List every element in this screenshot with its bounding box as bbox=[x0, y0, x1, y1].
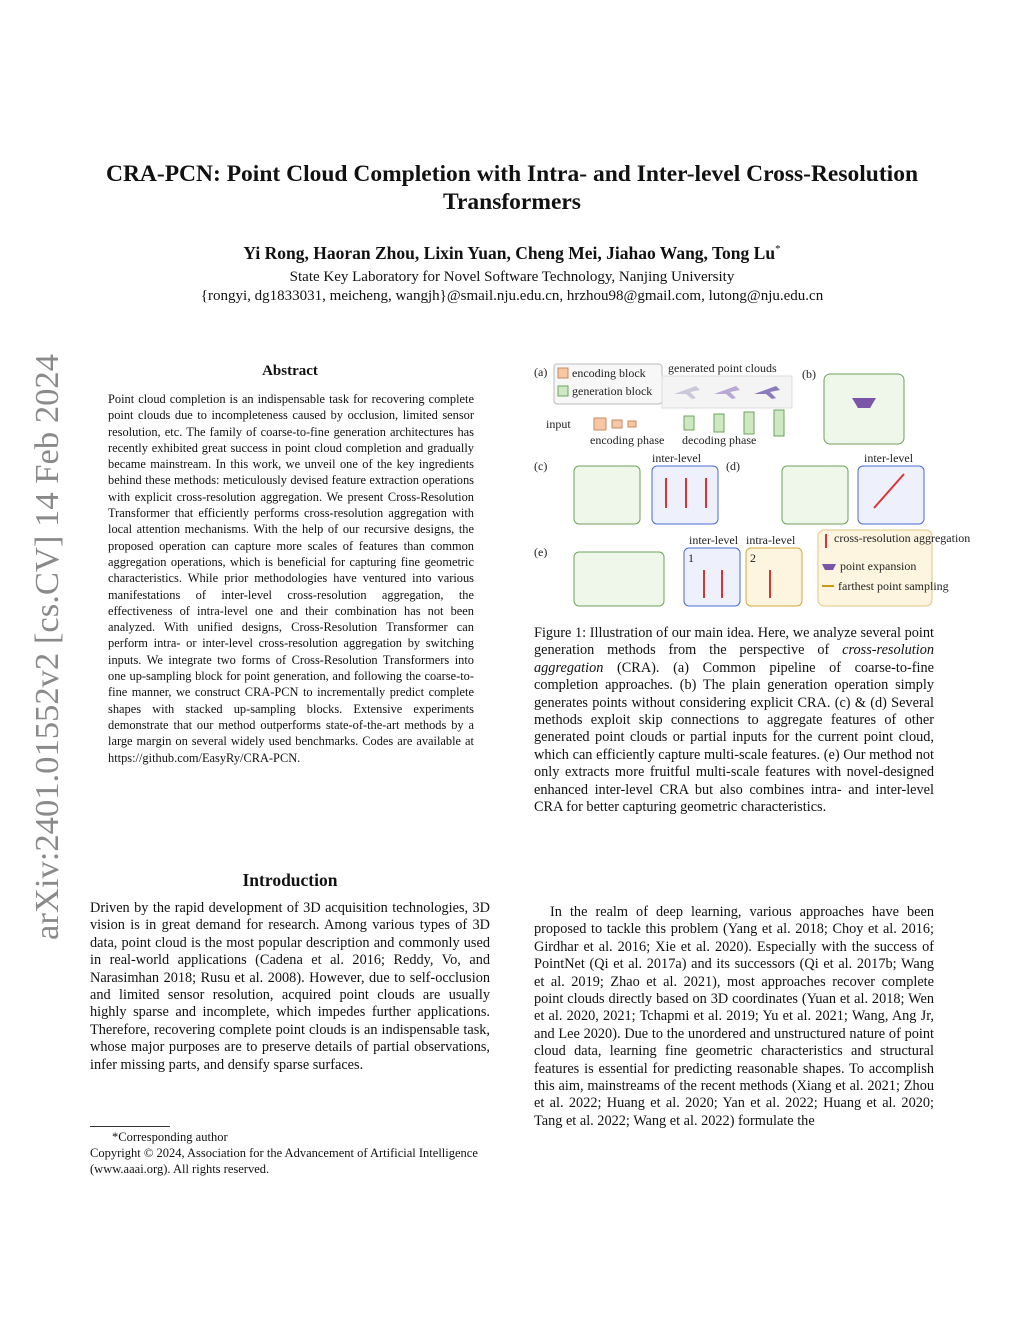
introduction-text: Driven by the rapid development of 3D acquisition technologies, 3D vision is in great demand for research. Among various types of 3D data, point cloud is the most popular description and commonly used in real-world applications (Cadena et al. 2016; Reddy, Vo, and Narasimhan 2018; Rusu et al. 2008). However, due to self-occlusion and limited sensor resolution, acquired point clouds are usually highly sparse and incomplete, which impedes further applications. Therefore, recovering complete point clouds is an indispensable task, whose major purposes are to preserve details of partial observations, infer missing parts, and densify sparse surfaces. bbox=[90, 900, 490, 1073]
arxiv-identifier-text: arXiv:2401.01552v2 [cs.CV] 14 Feb 2024 bbox=[29, 363, 66, 940]
figure-1 bbox=[534, 358, 971, 608]
point-expansion-legend-label: point expansion bbox=[840, 559, 917, 573]
panel-c-box-1 bbox=[574, 466, 640, 524]
decoding-phase-label: decoding phase bbox=[682, 433, 757, 447]
author-emails: {rongyi, dg1833031, meicheng, wangjh}@smail.nju.edu.cn, hrzhou98@gmail.com, lutong@nju.edu.cn bbox=[200, 288, 824, 304]
encoding-phase-label: encoding phase bbox=[590, 433, 665, 447]
panel-d-label: (d) bbox=[726, 459, 740, 473]
fps-legend-label: farthest point sampling bbox=[838, 579, 949, 593]
caption-emphasis: cross-resolution aggregation bbox=[534, 642, 934, 676]
panel-b-box bbox=[824, 374, 904, 444]
panel-e-label: (e) bbox=[534, 545, 548, 559]
input-label: input bbox=[546, 417, 571, 431]
introduction-heading: Introduction bbox=[242, 870, 338, 890]
encoder-blocks bbox=[594, 418, 636, 430]
inter-level-label-c: inter-level bbox=[652, 451, 702, 465]
inter-level-label-d: inter-level bbox=[864, 451, 914, 465]
generation-block-swatch bbox=[558, 386, 568, 396]
corresponding-author-note: *Corresponding author bbox=[112, 1130, 228, 1144]
arxiv-identifier bbox=[16, 352, 72, 940]
paper-title: CRA-PCN: Point Cloud Completion with Intra- and Inter-level Cross-Resolution Transformers bbox=[105, 161, 919, 215]
caption-prefix: Figure 1: Illustration of our main idea. Here, we analyze several point generation methods from the perspective of bbox=[534, 625, 934, 659]
encoding-block-label: encoding block bbox=[572, 366, 646, 380]
generation-block-label: generation block bbox=[572, 384, 653, 398]
panel-c-label: (c) bbox=[534, 459, 548, 473]
encoding-block-swatch bbox=[558, 368, 568, 378]
caption-rest: (CRA). (a) Common pipeline of coarse-to-fine completion approaches. (b) The plain generation operation simply generates points without considering explicit CRA. (c) & (d) Several methods exploit skip connections to aggregate features of other generated point clouds or partial inputs for the current point cloud, which can efficiently capture multi-scale features. (e) Our method not only extracts more fruitful multi-scale features with novel-designed enhanced inter-level CRA but also combines intra- and inter-level CRA for better capturing geometric characteristics. bbox=[534, 659, 934, 816]
footnote-rule bbox=[90, 1126, 170, 1127]
corresponding-mark: * bbox=[775, 243, 781, 255]
panel-e-number-2: 2 bbox=[750, 551, 756, 565]
figure-1-caption bbox=[534, 625, 934, 816]
author-list bbox=[80, 238, 944, 264]
inter-level-label-e: inter-level bbox=[689, 533, 739, 547]
intra-level-label-e: intra-level bbox=[746, 533, 796, 547]
panel-d-box-1 bbox=[782, 466, 848, 524]
panel-d-box-2 bbox=[858, 466, 924, 524]
abstract-text: Point cloud completion is an indispensable task for recovering complete point clouds due to incompleteness caused by occlusion, limited sensor resolution, etc. The family of coarse-to-fine generation architectures has recently exhibited great success in point cloud completion and gradually became mainstream. In this work, we unveil one of the key ingredients behind these methods: meticulously devised feature extraction operations with explicit cross-resolution aggregation. We present Cross-Resolution Transformer that efficiently performs cross-resolution aggregation with local attention mechanisms. With the help of our recursive designs, the proposed operation can capture more scales of features than common aggregation operations, which is beneficial for capturing fine geometric characteristics. While prior methodologies have ventured into various manifestations of inter-level cross-resolution aggregation, the effectiveness of intra-level one and their combination has not been analyzed. With unified designs, Cross-Resolution Transformer can perform intra- or inter-level cross-resolution aggregation by switching inputs. We integrate two forms of Cross-Resolution Transformers into one up-sampling block for point generation, and following the coarse-to-fine manner, we construct CRA-PCN to incrementally predict complete shapes with stacked up-sampling blocks. Extensive experiments demonstrate that our method outperforms state-of-the-art methods by a large margin on several widely used benchmarks. Codes are available at https://github.com/EasyRy/CRA-PCN. bbox=[108, 392, 474, 765]
authors-text: Yi Rong, Haoran Zhou, Lixin Yuan, Cheng Mei, Jiahao Wang, Tong Lu bbox=[243, 242, 776, 263]
panel-a-label: (a) bbox=[534, 365, 548, 379]
right-column-paragraph: In the realm of deep learning, various approaches have been proposed to tackle this problem (Yang et al. 2018; Choy et al. 2016; Girdhar et al. 2016; Xie et al. 2020). Especially with the success of PointNet (Qi et al. 2017a) and its successors (Qi et al. 2017b; Wang et al. 2019; Zhao et al. 2021), most approaches recover complete point clouds directly based on 3D coordinates (Yuan et al. 2018; Wen et al. 2020, 2021; Tchapmi et al. 2019; Yu et al. 2021; Wang, Ang Jr, and Lee 2020). Due to the unordered and unstructured nature of point cloud data, learning fine geometric characteristics and structural features is essential for predicting reasonable shapes. To accomplish this aim, mainstreams of the recent methods (Xiang et al. 2021; Zhou et al. 2022; Huang et al. 2020; Yan et al. 2022; Huang et al. 2020; Tang et al. 2022; Wang et al. 2022) formulate the bbox=[534, 904, 934, 1129]
footnote bbox=[90, 1129, 490, 1177]
copyright-note: Copyright © 2024, Association for the Advancement of Artificial Intelligence (www.aaai.org). All rights reserved. bbox=[90, 1146, 478, 1176]
generated-point-clouds-label: generated point clouds bbox=[668, 361, 777, 375]
abstract-heading: Abstract bbox=[262, 363, 318, 379]
affiliation: State Key Laboratory for Novel Software Technology, Nanjing University bbox=[289, 269, 735, 285]
panel-e-box-1 bbox=[574, 552, 664, 606]
panel-b-label: (b) bbox=[802, 367, 816, 381]
panel-e-number-1: 1 bbox=[688, 551, 694, 565]
cra-legend-label: cross-resolution aggregation bbox=[834, 531, 971, 545]
